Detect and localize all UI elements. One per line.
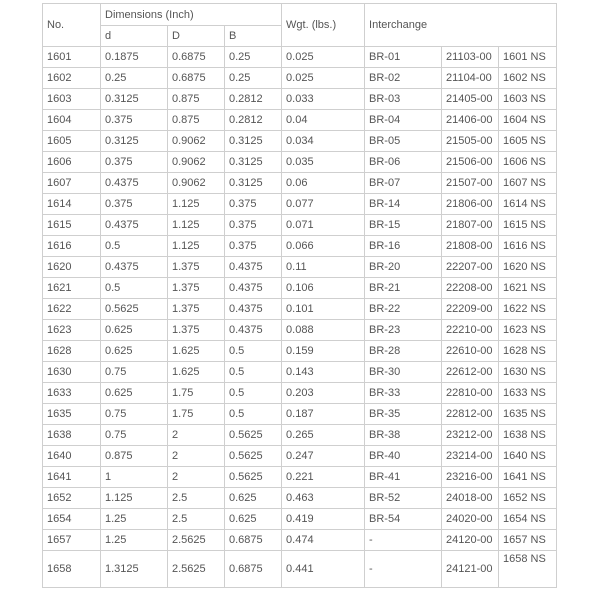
table-row (43, 320, 557, 341)
cell-br-interchange: BR-22 (365, 299, 442, 320)
cell-code-interchange: 23214-00 (442, 446, 499, 467)
cell-ns-interchange: 1603 NS (499, 89, 557, 110)
cell-code-interchange: 22209-00 (442, 299, 499, 320)
cell-no: 1640 (43, 446, 101, 467)
cell-code-interchange: 21505-00 (442, 131, 499, 152)
cell-weight: 0.463 (282, 488, 365, 509)
cell-no: 1623 (43, 320, 101, 341)
cell-d-small: 1.25 (101, 530, 168, 551)
cell-ns-interchange: 1638 NS (499, 425, 557, 446)
cell-weight: 0.11 (282, 257, 365, 278)
cell-br-interchange: BR-35 (365, 404, 442, 425)
cell-ns-interchange: 1640 NS (499, 446, 557, 467)
cell-no: 1614 (43, 194, 101, 215)
cell-weight: 0.265 (282, 425, 365, 446)
cell-no: 1615 (43, 215, 101, 236)
cell-d-big: 2.5 (168, 509, 225, 530)
cell-code-interchange: 22210-00 (442, 320, 499, 341)
cell-d-big: 0.9062 (168, 152, 225, 173)
cell-no: 1638 (43, 425, 101, 446)
cell-d-big: 1.625 (168, 362, 225, 383)
cell-weight: 0.159 (282, 341, 365, 362)
cell-d-small: 0.75 (101, 425, 168, 446)
cell-ns-interchange: 1630 NS (499, 362, 557, 383)
cell-code-interchange: 24018-00 (442, 488, 499, 509)
cell-no: 1620 (43, 257, 101, 278)
table-row (43, 551, 557, 588)
cell-no: 1621 (43, 278, 101, 299)
table-row (43, 47, 557, 68)
cell-b: 0.375 (225, 215, 282, 236)
cell-code-interchange: 21507-00 (442, 173, 499, 194)
cell-no: 1628 (43, 341, 101, 362)
cell-code-interchange: 21405-00 (442, 89, 499, 110)
cell-weight: 0.04 (282, 110, 365, 131)
cell-br-interchange: BR-14 (365, 194, 442, 215)
cell-no: 1601 (43, 47, 101, 68)
cell-d-small: 0.4375 (101, 257, 168, 278)
cell-d-big: 0.9062 (168, 131, 225, 152)
cell-ns-interchange: 1606 NS (499, 152, 557, 173)
table-row (43, 425, 557, 446)
cell-br-interchange: BR-07 (365, 173, 442, 194)
cell-ns-interchange: 1622 NS (499, 299, 557, 320)
cell-br-interchange: BR-30 (365, 362, 442, 383)
cell-br-interchange: BR-40 (365, 446, 442, 467)
table-row (43, 89, 557, 110)
table-row (43, 299, 557, 320)
cell-weight: 0.071 (282, 215, 365, 236)
cell-br-interchange: - (365, 551, 442, 588)
bearing-spec-table (42, 3, 557, 588)
cell-d-small: 0.75 (101, 362, 168, 383)
cell-br-interchange: BR-23 (365, 320, 442, 341)
cell-d-big: 2 (168, 425, 225, 446)
cell-d-big: 0.6875 (168, 47, 225, 68)
cell-d-small: 0.3125 (101, 89, 168, 110)
cell-d-small: 1 (101, 467, 168, 488)
cell-d-big: 0.9062 (168, 173, 225, 194)
cell-ns-interchange: 1623 NS (499, 320, 557, 341)
cell-ns-interchange: 1605 NS (499, 131, 557, 152)
cell-d-big: 2.5 (168, 488, 225, 509)
cell-b: 0.625 (225, 488, 282, 509)
table-row (43, 341, 557, 362)
cell-b: 0.3125 (225, 152, 282, 173)
cell-b: 0.3125 (225, 173, 282, 194)
cell-d-small: 1.25 (101, 509, 168, 530)
cell-d-small: 0.4375 (101, 173, 168, 194)
cell-ns-interchange: 1633 NS (499, 383, 557, 404)
cell-d-small: 0.375 (101, 110, 168, 131)
cell-d-big: 0.875 (168, 89, 225, 110)
cell-d-big: 2.5625 (168, 530, 225, 551)
cell-b: 0.5625 (225, 467, 282, 488)
cell-ns-interchange: 1601 NS (499, 47, 557, 68)
cell-weight: 0.025 (282, 47, 365, 68)
cell-d-small: 0.5 (101, 236, 168, 257)
cell-b: 0.4375 (225, 278, 282, 299)
cell-weight: 0.035 (282, 152, 365, 173)
cell-weight: 0.143 (282, 362, 365, 383)
cell-d-big: 1.75 (168, 404, 225, 425)
cell-code-interchange: 22207-00 (442, 257, 499, 278)
cell-d-small: 0.5625 (101, 299, 168, 320)
cell-br-interchange: BR-06 (365, 152, 442, 173)
table-row (43, 152, 557, 173)
cell-br-interchange: BR-05 (365, 131, 442, 152)
cell-b: 0.2812 (225, 110, 282, 131)
cell-d-big: 1.125 (168, 215, 225, 236)
cell-b: 0.4375 (225, 299, 282, 320)
cell-weight: 0.221 (282, 467, 365, 488)
cell-weight: 0.077 (282, 194, 365, 215)
cell-no: 1652 (43, 488, 101, 509)
table-row (43, 446, 557, 467)
cell-code-interchange: 23216-00 (442, 467, 499, 488)
cell-weight: 0.101 (282, 299, 365, 320)
cell-d-big: 1.125 (168, 194, 225, 215)
cell-br-interchange: - (365, 530, 442, 551)
cell-ns-interchange: 1604 NS (499, 110, 557, 131)
cell-no: 1606 (43, 152, 101, 173)
cell-br-interchange: BR-38 (365, 425, 442, 446)
cell-b: 0.5 (225, 383, 282, 404)
cell-b: 0.3125 (225, 131, 282, 152)
table-row (43, 488, 557, 509)
cell-weight: 0.187 (282, 404, 365, 425)
cell-d-big: 0.875 (168, 110, 225, 131)
cell-b: 0.6875 (225, 551, 282, 588)
table-header (43, 4, 557, 47)
header-d-small: d (101, 26, 168, 47)
header-b: B (225, 26, 282, 47)
cell-d-big: 0.6875 (168, 68, 225, 89)
cell-code-interchange: 21406-00 (442, 110, 499, 131)
cell-no: 1658 (43, 551, 101, 588)
cell-d-small: 0.625 (101, 320, 168, 341)
cell-b: 0.375 (225, 236, 282, 257)
cell-no: 1616 (43, 236, 101, 257)
cell-d-small: 0.375 (101, 194, 168, 215)
cell-d-big: 2.5625 (168, 551, 225, 588)
cell-ns-interchange: 1615 NS (499, 215, 557, 236)
bearing-table-container (42, 3, 556, 588)
cell-weight: 0.033 (282, 89, 365, 110)
cell-code-interchange: 23212-00 (442, 425, 499, 446)
cell-b: 0.25 (225, 68, 282, 89)
header-dimensions: Dimensions (Inch) (101, 4, 282, 26)
table-row (43, 404, 557, 425)
cell-ns-interchange: 1614 NS (499, 194, 557, 215)
cell-no: 1630 (43, 362, 101, 383)
cell-b: 0.5 (225, 341, 282, 362)
cell-no: 1633 (43, 383, 101, 404)
header-weight: Wgt. (lbs.) (282, 4, 365, 47)
cell-br-interchange: BR-01 (365, 47, 442, 68)
cell-br-interchange: BR-04 (365, 110, 442, 131)
table-row (43, 467, 557, 488)
cell-d-big: 1.375 (168, 257, 225, 278)
cell-ns-interchange: 1658 NS (499, 551, 557, 588)
cell-d-small: 0.625 (101, 341, 168, 362)
cell-d-small: 0.1875 (101, 47, 168, 68)
table-row (43, 383, 557, 404)
table-row (43, 110, 557, 131)
cell-d-big: 1.375 (168, 278, 225, 299)
cell-code-interchange: 21104-00 (442, 68, 499, 89)
cell-d-small: 0.25 (101, 68, 168, 89)
table-row (43, 131, 557, 152)
table-row (43, 278, 557, 299)
cell-ns-interchange: 1635 NS (499, 404, 557, 425)
cell-b: 0.2812 (225, 89, 282, 110)
cell-br-interchange: BR-16 (365, 236, 442, 257)
cell-code-interchange: 24020-00 (442, 509, 499, 530)
table-row (43, 257, 557, 278)
cell-no: 1635 (43, 404, 101, 425)
cell-br-interchange: BR-21 (365, 278, 442, 299)
cell-d-small: 1.3125 (101, 551, 168, 588)
cell-weight: 0.203 (282, 383, 365, 404)
table-row (43, 509, 557, 530)
cell-ns-interchange: 1616 NS (499, 236, 557, 257)
cell-d-small: 1.125 (101, 488, 168, 509)
cell-no: 1603 (43, 89, 101, 110)
cell-ns-interchange: 1620 NS (499, 257, 557, 278)
cell-b: 0.375 (225, 194, 282, 215)
cell-br-interchange: BR-28 (365, 341, 442, 362)
cell-b: 0.25 (225, 47, 282, 68)
table-row (43, 236, 557, 257)
cell-weight: 0.247 (282, 446, 365, 467)
cell-ns-interchange: 1628 NS (499, 341, 557, 362)
cell-weight: 0.474 (282, 530, 365, 551)
cell-code-interchange: 22610-00 (442, 341, 499, 362)
cell-weight: 0.066 (282, 236, 365, 257)
cell-ns-interchange: 1652 NS (499, 488, 557, 509)
table-row (43, 215, 557, 236)
cell-code-interchange: 21103-00 (442, 47, 499, 68)
cell-no: 1654 (43, 509, 101, 530)
cell-d-big: 1.75 (168, 383, 225, 404)
cell-weight: 0.441 (282, 551, 365, 588)
cell-ns-interchange: 1654 NS (499, 509, 557, 530)
cell-d-big: 1.625 (168, 341, 225, 362)
cell-br-interchange: BR-20 (365, 257, 442, 278)
table-row (43, 530, 557, 551)
table-body (43, 47, 557, 588)
cell-weight: 0.106 (282, 278, 365, 299)
cell-code-interchange: 21807-00 (442, 215, 499, 236)
header-interchange: Interchange (365, 4, 557, 47)
cell-code-interchange: 22612-00 (442, 362, 499, 383)
cell-ns-interchange: 1657 NS (499, 530, 557, 551)
cell-weight: 0.419 (282, 509, 365, 530)
cell-br-interchange: BR-41 (365, 467, 442, 488)
cell-ns-interchange: 1607 NS (499, 173, 557, 194)
cell-br-interchange: BR-02 (365, 68, 442, 89)
header-d-big: D (168, 26, 225, 47)
cell-ns-interchange: 1602 NS (499, 68, 557, 89)
cell-br-interchange: BR-52 (365, 488, 442, 509)
cell-ns-interchange: 1641 NS (499, 467, 557, 488)
cell-d-small: 0.375 (101, 152, 168, 173)
cell-d-big: 2 (168, 467, 225, 488)
cell-d-small: 0.4375 (101, 215, 168, 236)
cell-br-interchange: BR-54 (365, 509, 442, 530)
cell-no: 1657 (43, 530, 101, 551)
cell-code-interchange: 22208-00 (442, 278, 499, 299)
cell-d-big: 1.375 (168, 299, 225, 320)
cell-weight: 0.06 (282, 173, 365, 194)
cell-br-interchange: BR-33 (365, 383, 442, 404)
cell-d-small: 0.5 (101, 278, 168, 299)
cell-no: 1641 (43, 467, 101, 488)
cell-no: 1605 (43, 131, 101, 152)
cell-d-big: 1.125 (168, 236, 225, 257)
cell-d-small: 0.625 (101, 383, 168, 404)
cell-b: 0.5625 (225, 446, 282, 467)
cell-b: 0.5 (225, 404, 282, 425)
cell-b: 0.6875 (225, 530, 282, 551)
cell-ns-interchange: 1621 NS (499, 278, 557, 299)
header-no: No. (43, 4, 101, 47)
cell-code-interchange: 21806-00 (442, 194, 499, 215)
cell-weight: 0.034 (282, 131, 365, 152)
cell-code-interchange: 21808-00 (442, 236, 499, 257)
cell-b: 0.4375 (225, 320, 282, 341)
cell-weight: 0.088 (282, 320, 365, 341)
cell-code-interchange: 22812-00 (442, 404, 499, 425)
table-row (43, 362, 557, 383)
table-row (43, 194, 557, 215)
cell-no: 1607 (43, 173, 101, 194)
cell-d-small: 0.75 (101, 404, 168, 425)
cell-d-big: 2 (168, 446, 225, 467)
cell-no: 1622 (43, 299, 101, 320)
cell-code-interchange: 21506-00 (442, 152, 499, 173)
table-row (43, 173, 557, 194)
cell-code-interchange: 24121-00 (442, 551, 499, 588)
cell-b: 0.625 (225, 509, 282, 530)
cell-code-interchange: 22810-00 (442, 383, 499, 404)
cell-code-interchange: 24120-00 (442, 530, 499, 551)
cell-br-interchange: BR-03 (365, 89, 442, 110)
cell-d-small: 0.3125 (101, 131, 168, 152)
cell-d-big: 1.375 (168, 320, 225, 341)
cell-d-small: 0.875 (101, 446, 168, 467)
cell-no: 1604 (43, 110, 101, 131)
cell-b: 0.5625 (225, 425, 282, 446)
cell-b: 0.4375 (225, 257, 282, 278)
cell-weight: 0.025 (282, 68, 365, 89)
cell-br-interchange: BR-15 (365, 215, 442, 236)
cell-b: 0.5 (225, 362, 282, 383)
cell-no: 1602 (43, 68, 101, 89)
table-row (43, 68, 557, 89)
